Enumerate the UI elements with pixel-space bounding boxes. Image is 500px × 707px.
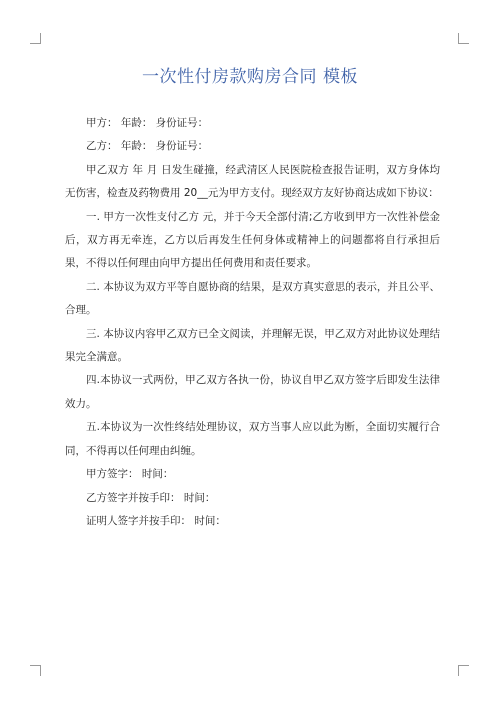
party-b-line: 乙方： 年龄： 身份证号：	[86, 140, 209, 153]
crop-mark-top-left	[30, 33, 41, 44]
crop-mark-bottom-left	[30, 665, 41, 676]
witness-signature-line: 证明人签字并按手印： 时间：	[86, 514, 226, 527]
clause-4: 四.本协议一式两份，甲乙双方各执一份，协议自甲乙双方签字后即发生法律效力。	[65, 374, 440, 410]
document-title: 一次性付房款购房合同 模板	[142, 67, 358, 87]
preamble-paragraph: 甲乙双方 年 月 日发生碰撞，经武清区人民医院检查报告证明，双方身体均无伤害，检查及药物费用 20__元为甲方支付。现经双方友好协商达成如下协议：	[65, 163, 440, 200]
party-a-line: 甲方： 年龄： 身份证号：	[86, 117, 209, 129]
clause-2: 二. 本协议为双方平等自愿协商的结果，是双方真实意思的表示，并且公平、合理。	[65, 280, 440, 317]
clause-1: 一. 甲方一次性支付乙方 元，并于今天全部付清;乙方收到甲方一次性补偿金后，双方再无牵连，乙方以后再发生任何身体或精神上的问题都将自行承担后果，不得以任何理由向甲方提出任何费用和责任要求。	[65, 210, 440, 270]
party-a-signature-line: 甲方签字： 时间：	[86, 468, 174, 481]
crop-mark-top-right	[458, 33, 469, 44]
party-b-signature-line: 乙方签字并按手印： 时间：	[86, 491, 216, 504]
clause-3: 三. 本协议内容甲乙双方已全文阅读，并理解无误，甲乙双方对此协议处理结果完全满意。	[65, 327, 440, 364]
clause-5: 五.本协议为一次性终结处理协议，双方当事人应以此为断，全面切实履行合同，不得再以任何理由纠缠。	[65, 421, 440, 457]
crop-mark-bottom-right	[458, 665, 469, 676]
document-body	[65, 112, 440, 533]
